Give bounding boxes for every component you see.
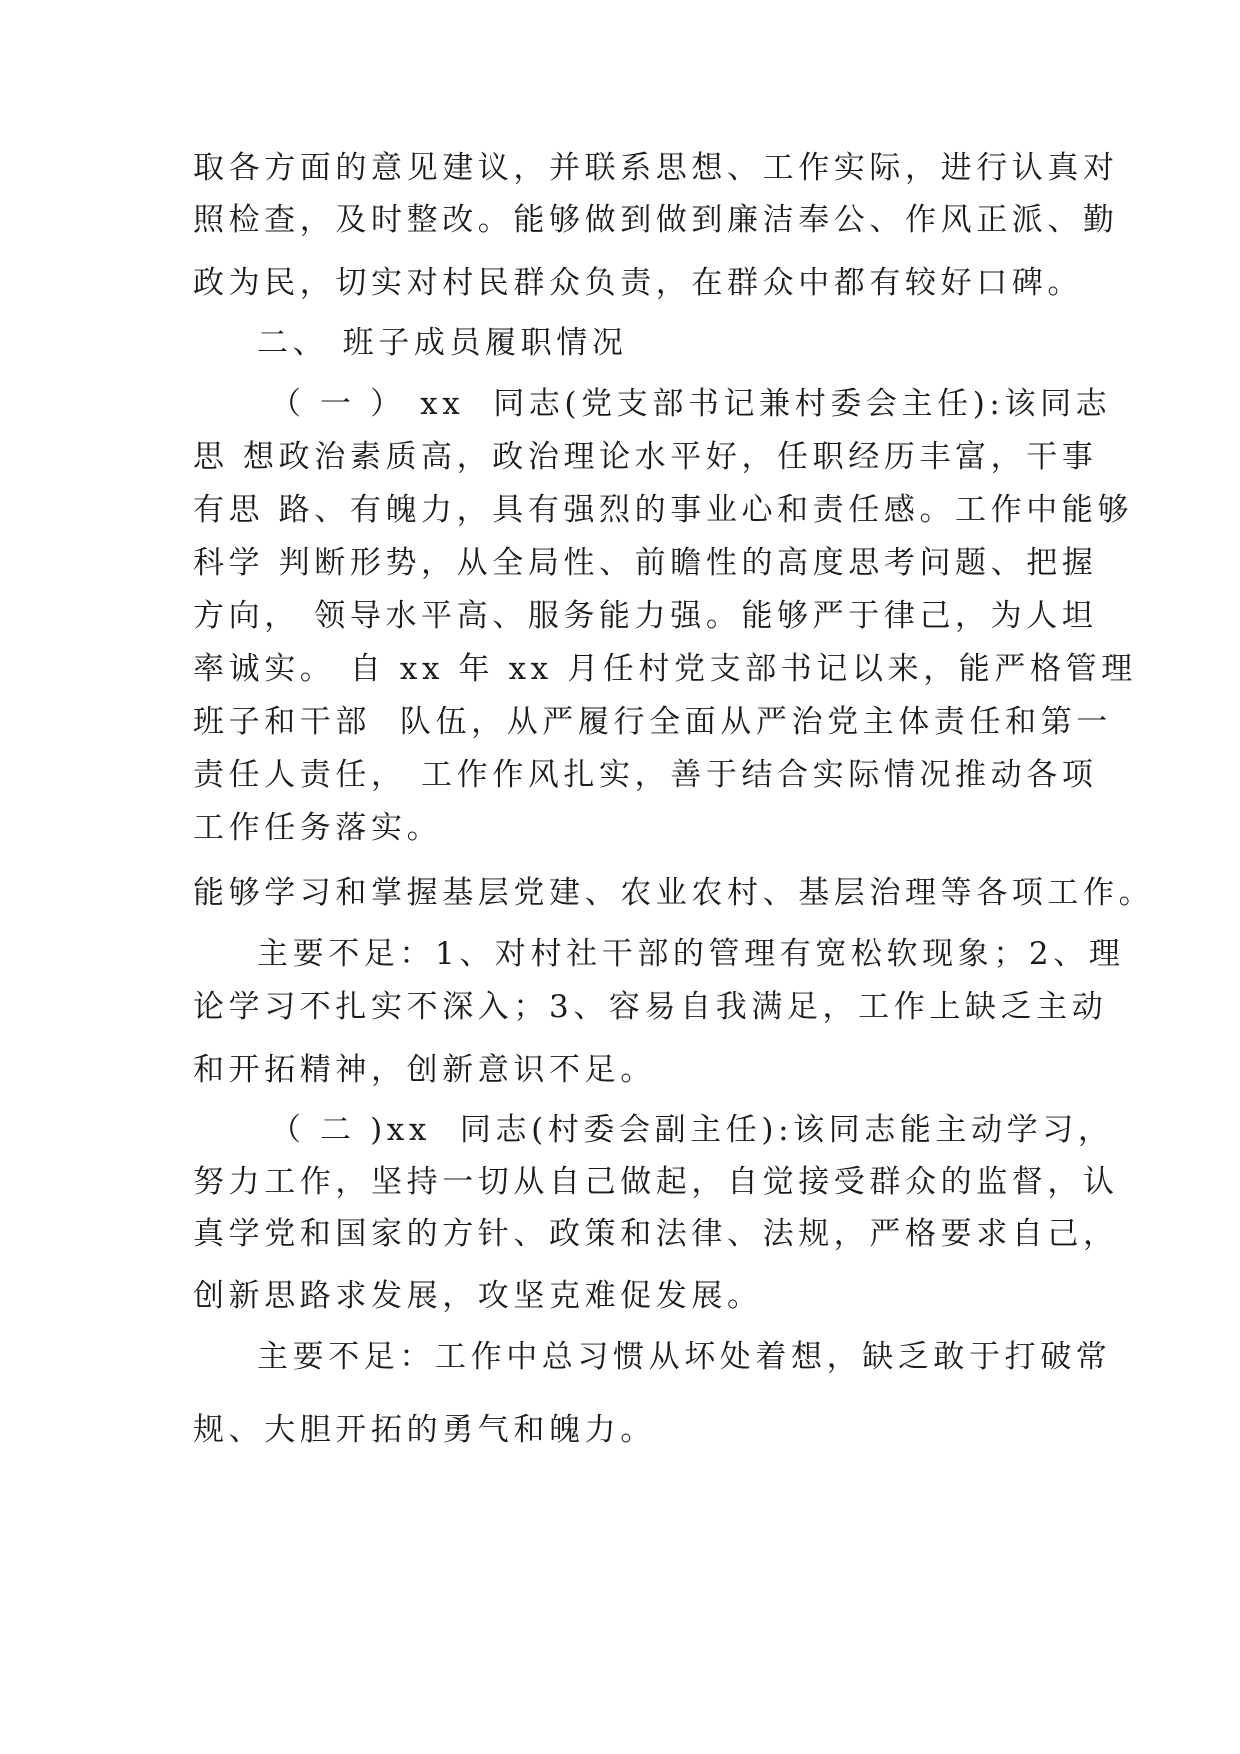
- text-line: 有思 路、有魄力，具有强烈的事业心和责任感。工作中能够: [193, 492, 1134, 528]
- text-line: 照检查，及时整改。能够做到做到廉洁奉公、作风正派、勤: [193, 202, 1119, 238]
- text-line: 主要不足：1、对村社干部的管理有宽松软现象；2、理: [257, 936, 1125, 972]
- text-line: （ 一 ） xx 同志(党支部书记兼村委会主任):该同志: [270, 386, 1112, 422]
- text-line: 创新思路求发展，攻坚克难促发展。: [193, 1278, 763, 1314]
- text-line: 思 想政治素质高，政治理论水平好，任职经历丰富，干事: [193, 439, 1098, 475]
- text-line: 科学 判断形势，从全局性、前瞻性的高度思考问题、把握: [193, 545, 1098, 581]
- text-line: 和开拓精神，创新意识不足。: [193, 1052, 656, 1088]
- text-line: 努力工作，坚持一切从自己做起，自觉接受群众的监督，认: [193, 1164, 1119, 1200]
- text-line: 责任人责任， 工作作风扎实，善于结合实际情况推动各项: [193, 757, 1098, 793]
- text-line: 率诚实。 自 xx 年 xx 月任村党支部书记以来，能严格管理: [193, 651, 1137, 687]
- text-line: 论学习不扎实不深入；3、容易自我满足，工作上缺乏主动: [193, 989, 1108, 1025]
- text-line: （ 二 )xx 同志(村委会副主任):该同志能主动学习，: [270, 1112, 1114, 1148]
- text-line: 真学党和国家的方针、政策和法律、法规，严格要求自己，: [193, 1216, 1119, 1252]
- text-line: 主要不足：工作中总习惯从坏处着想，缺乏敢于打破常: [257, 1339, 1112, 1375]
- text-line: 工作任务落实。: [193, 810, 443, 846]
- text-line: 政为民，切实对村民群众负责，在群众中都有较好口碑。: [193, 265, 1083, 301]
- section-heading: 二、 班子成员履职情况: [257, 325, 628, 361]
- paragraph-member-one-continued: 能够学习和掌握基层党建、农业农村、基层治理等各项工作。: [193, 875, 1155, 911]
- text-line: 取各方面的意见建议，并联系思想、工作实际，进行认真对: [193, 150, 1119, 186]
- text-line: 班子和干部 队伍，从严履行全面从严治党主体责任和第一: [193, 704, 1112, 740]
- text-line: 方向， 领导水平高、服务能力强。能够严于律己，为人坦: [193, 598, 1098, 634]
- text-line: 规、大胆开拓的勇气和魄力。: [193, 1412, 656, 1448]
